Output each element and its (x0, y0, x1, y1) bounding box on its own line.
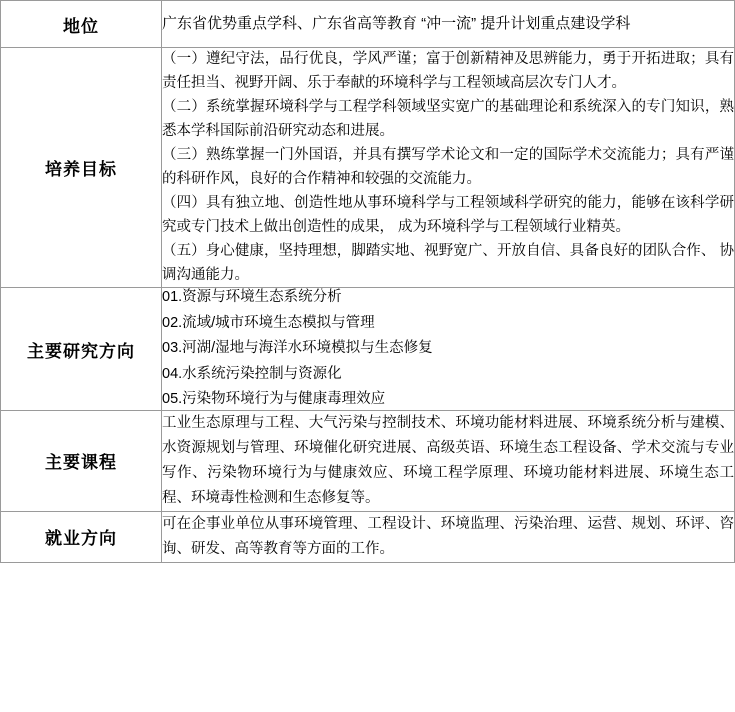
status-text: 广东省优势重点学科、广东省高等教育 “冲一流” 提升计划重点建设学科 (162, 15, 631, 32)
research-direction-item: 04.水系统污染控制与资源化 (162, 365, 342, 382)
goal-paragraph: （二）系统掌握环境科学与工程学科领域坚实宽广的基础理论和系统深入的专门知识，熟悉本学科国际前沿研究动态和进展。 (162, 99, 734, 139)
row-content-research (162, 288, 735, 411)
row-label-status: 地位 (1, 1, 162, 48)
goal-paragraph: （四）具有独立地、创造性地从事环境科学与工程领域科学研究的能力，能够在该科学研究或专门技术上做出创造性的成果， 成为环境科学与工程领域行业精英。 (162, 195, 734, 235)
research-direction-item: 01.资源与环境生态系统分析 (162, 289, 342, 306)
table-row (1, 511, 735, 562)
research-direction-item: 05.污染物环境行为与健康毒理效应 (162, 391, 386, 408)
goal-paragraph: （一）遵纪守法，品行优良，学风严谨；富于创新精神及思辨能力，勇于开拓进取；具有责任担当、视野开阔、乐于奉献的环境科学与工程领域高层次专门人才。 (162, 51, 734, 91)
row-content-status (162, 1, 735, 48)
row-content-jobs (162, 511, 735, 562)
jobs-text: 可在企事业单位从事环境管理、工程设计、环境监理、污染治理、运营、规划、环评、咨询、研发、高等教育等方面的工作。 (162, 515, 734, 557)
goal-paragraph: （五）身心健康，坚持理想，脚踏实地、视野宽广、开放自信、具备良好的团队合作、 协调沟通能力。 (162, 243, 734, 283)
row-content-goals (162, 48, 735, 288)
row-label-goals: 培养目标 (1, 48, 162, 288)
row-label-courses: 主要课程 (1, 410, 162, 511)
table-row (1, 1, 735, 48)
table-row (1, 48, 735, 288)
research-direction-item: 02.流域/城市环境生态模拟与管理 (162, 314, 375, 331)
row-content-courses (162, 410, 735, 511)
row-label-research: 主要研究方向 (1, 288, 162, 411)
research-direction-item: 03.河湖/湿地与海洋水环境模拟与生态修复 (162, 340, 433, 357)
goal-paragraph: （三）熟练掌握一门外国语，并具有撰写学术论文和一定的国际学术交流能力；具有严谨的科研作风，良好的合作精神和较强的交流能力。 (162, 147, 734, 187)
table-row (1, 288, 735, 411)
row-label-jobs: 就业方向 (1, 511, 162, 562)
courses-text: 工业生态原理与工程、大气污染与控制技术、环境功能材料进展、环境系统分析与建模、水资源规划与管理、环境催化研究进展、高级英语、环境生态工程设备、学术交流与专业写作、污染物环境行为与健康效应、环境工程学原理、环境功能材料进展、环境生态工程、环境毒性检测和生态修复等。 (162, 414, 734, 506)
table-row (1, 410, 735, 511)
